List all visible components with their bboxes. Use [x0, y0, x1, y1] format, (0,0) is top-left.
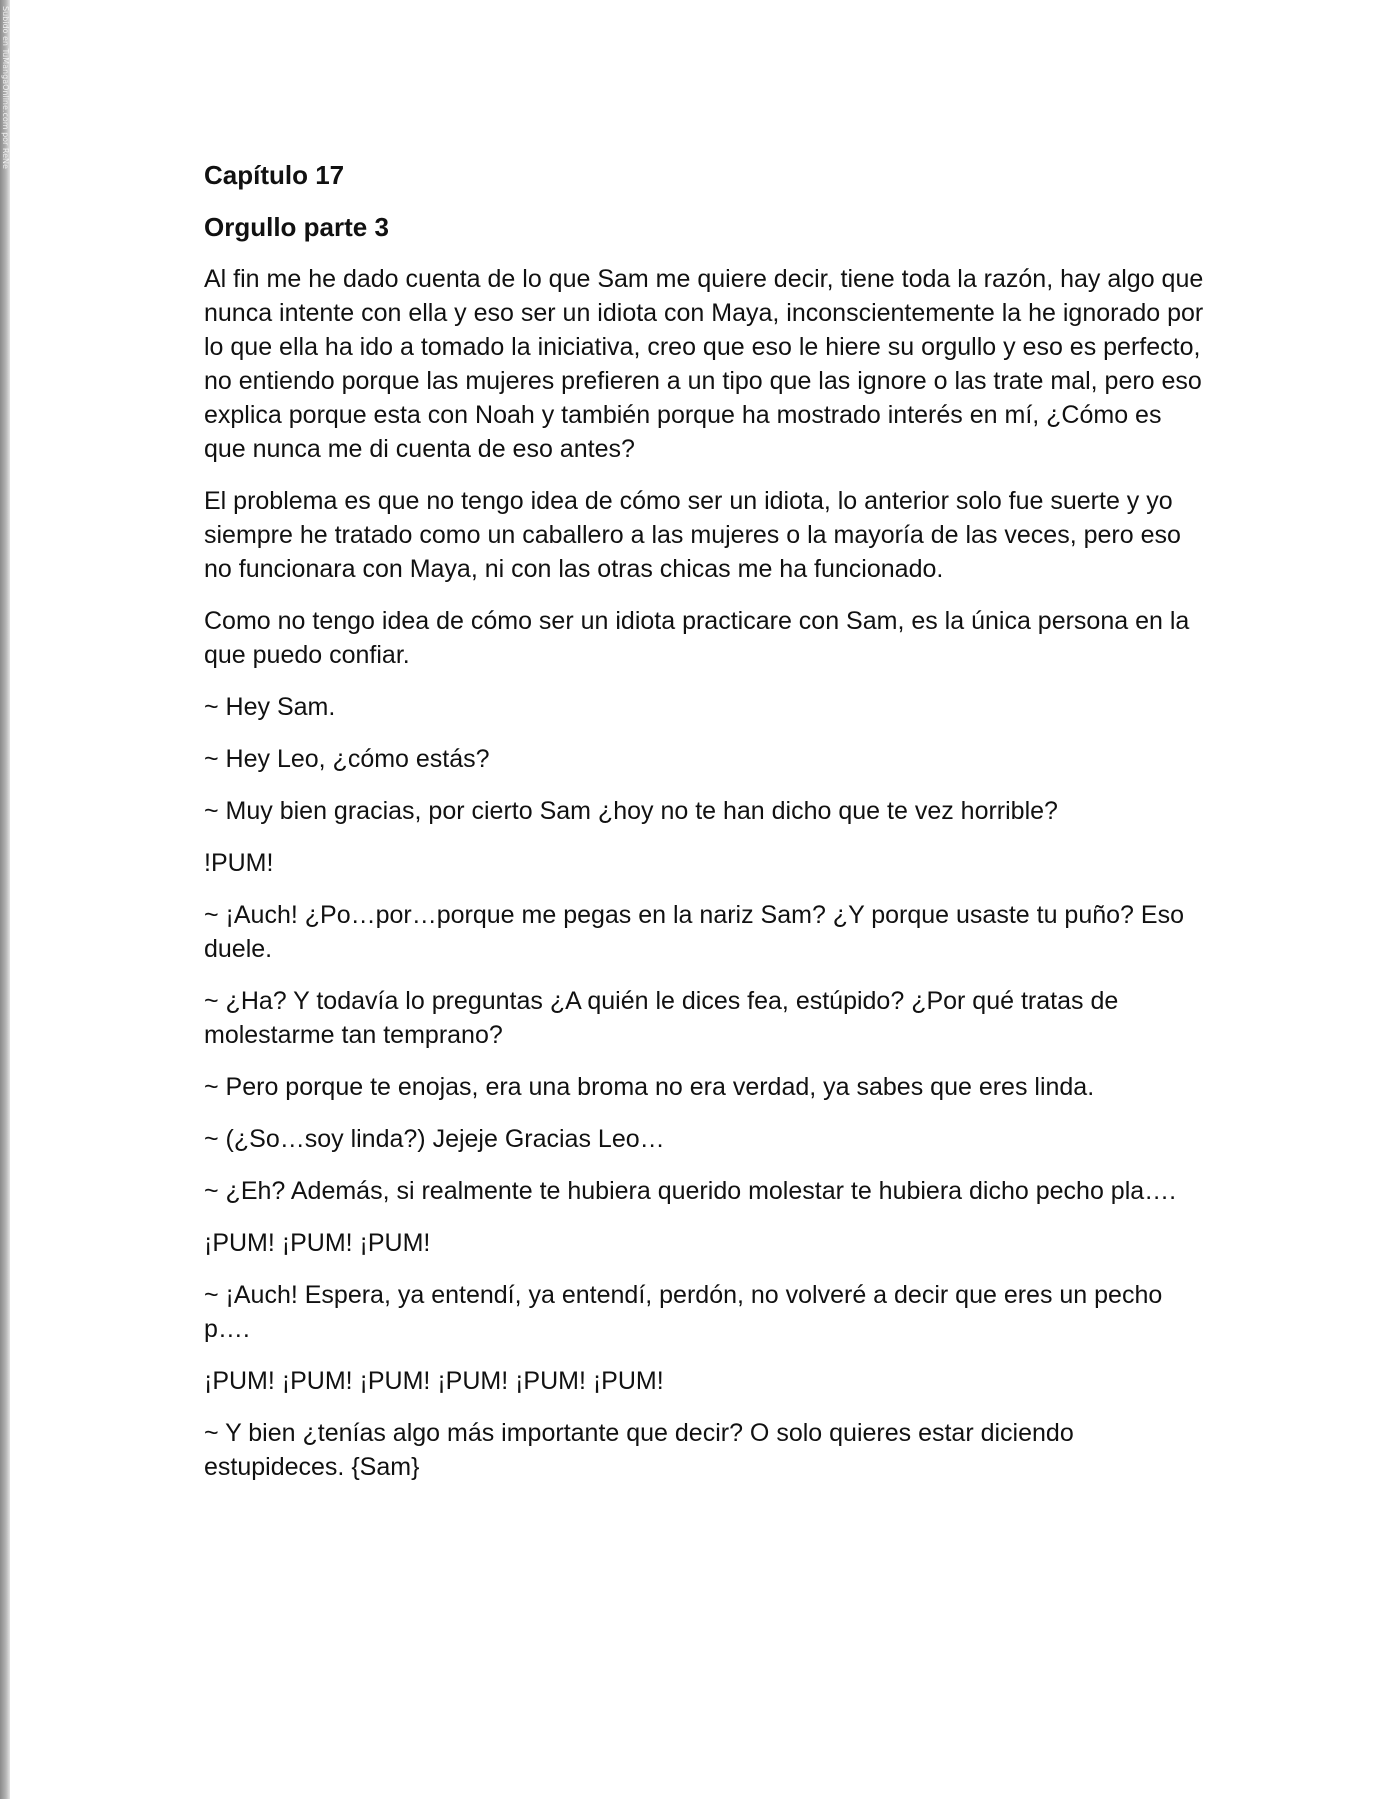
- dialogue-line: ~ (¿So…soy linda?) Jejeje Gracias Leo…: [204, 1125, 665, 1153]
- dialogue-line: ~ Pero porque te enojas, era una broma no era verdad, ya sabes que eres linda.: [204, 1073, 1095, 1101]
- chapter-title: Capítulo 17: [204, 160, 345, 190]
- dialogue-line: ~ ¡Auch! ¿Po…por…porque me pegas en la nariz Sam? ¿Y porque usaste tu puño? Eso duele.: [204, 901, 1184, 963]
- dialogue-line: ~ Muy bien gracias, por cierto Sam ¿hoy no te han dicho que te vez horrible?: [204, 797, 1058, 825]
- dialogue-line: ~ ¡Auch! Espera, ya entendí, ya entendí, perdón, no volveré a decir que eres un pecho p….: [204, 1281, 1163, 1343]
- sound-effect: !PUM!: [204, 849, 274, 877]
- sound-effect: ¡PUM! ¡PUM! ¡PUM!: [204, 1229, 431, 1257]
- chapter-subtitle: Orgullo parte 3: [204, 212, 389, 242]
- document-page: [204, 158, 1204, 1502]
- paragraph: Como no tengo idea de cómo ser un idiota practicare con Sam, es la única persona en la que puedo confiar.: [204, 607, 1190, 669]
- watermark-text: Subido en TuMangaOnline.com por ReNe: [1, 6, 10, 169]
- dialogue-line: ~ Y bien ¿tenías algo más importante que decir? O solo quieres estar diciendo estupideces. {Sam}: [204, 1419, 1074, 1481]
- dialogue-line: ~ ¿Eh? Además, si realmente te hubiera querido molestar te hubiera dicho pecho pla….: [204, 1177, 1177, 1205]
- dialogue-line: ~ ¿Ha? Y todavía lo preguntas ¿A quién le dices fea, estúpido? ¿Por qué tratas de molestarme tan temprano?: [204, 987, 1119, 1049]
- dialogue-line: ~ Hey Leo, ¿cómo estás?: [204, 745, 490, 773]
- paragraph: El problema es que no tengo idea de cómo ser un idiota, lo anterior solo fue suerte y yo siempre he tratado como un caballero a las mujeres o la mayoría de las veces, pero eso no funcionara con Maya, ni con las otras chicas me ha funcionado.: [204, 487, 1181, 583]
- paragraph: Al fin me he dado cuenta de lo que Sam me quiere decir, tiene toda la razón, hay algo que nunca intente con ella y eso ser un idiota con Maya, inconscientemente la he ignorado por lo que ella ha ido a tomado la iniciativa, creo que eso le hiere su orgullo y eso es perfecto, no entiendo porque las mujeres prefieren a un tipo que las ignore o las trate mal, pero eso explica porque esta con Noah y también porque ha mostrado interés en mí, ¿Cómo es que nunca me di cuenta de eso antes?: [204, 265, 1204, 463]
- sound-effect: ¡PUM! ¡PUM! ¡PUM! ¡PUM! ¡PUM! ¡PUM!: [204, 1367, 664, 1395]
- left-edge-strip: [0, 0, 10, 1799]
- dialogue-line: ~ Hey Sam.: [204, 693, 336, 721]
